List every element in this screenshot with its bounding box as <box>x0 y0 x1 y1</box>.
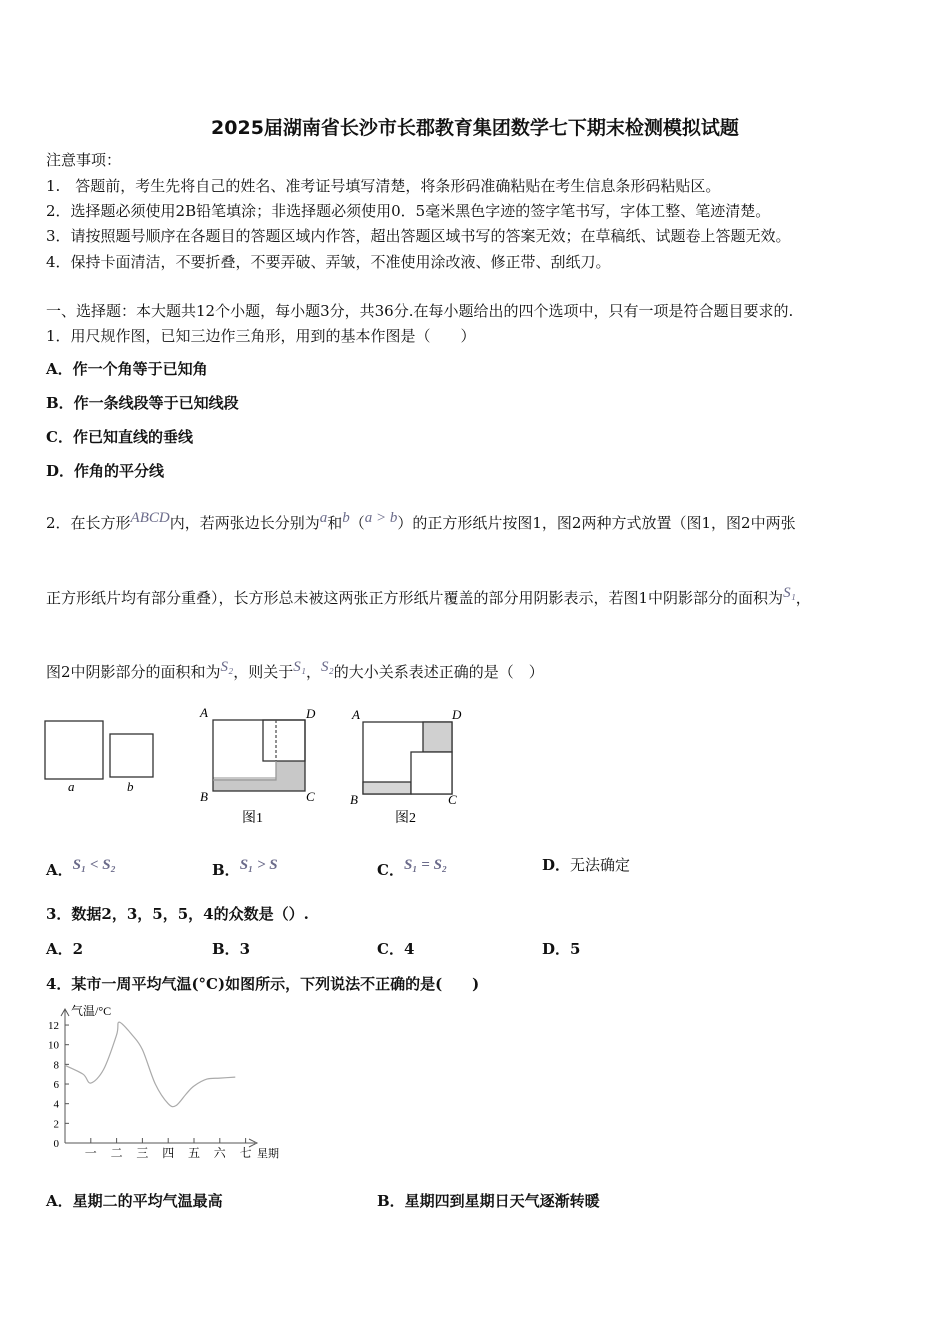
figure-2-caption: 图2 <box>395 811 416 826</box>
option-math: S₁ = S₂ <box>403 857 448 873</box>
label-D: D <box>452 707 462 722</box>
x-tick-label: 三 <box>136 1146 149 1160</box>
q3-option-b: B．3 <box>212 940 251 958</box>
label-B: B <box>200 789 208 804</box>
q2-option-b <box>212 855 278 880</box>
math-s1: S₁ <box>293 659 306 675</box>
math-s2: S₂ <box>321 659 334 675</box>
q3-option-a: A．2 <box>46 940 84 958</box>
q1-option-d: D．作角的平分线 <box>46 462 165 480</box>
q4-option-a: A．星期二的平均气温最高 <box>46 1192 223 1210</box>
q2-figures <box>40 700 480 830</box>
y-tick-label: 8 <box>53 1059 59 1072</box>
q1-option-c: C．作已知直线的垂线 <box>46 428 193 446</box>
math-b: b <box>342 510 350 526</box>
text: （ <box>349 514 365 532</box>
q2-option-a <box>46 855 116 880</box>
option-label: D． <box>542 856 571 874</box>
y-tick-label: 2 <box>53 1118 59 1131</box>
label-C: C <box>448 792 457 807</box>
x-axis-label: 星期 <box>257 1148 279 1160</box>
label-D: D <box>306 706 316 721</box>
y-axis-label: 气温/°C <box>71 1004 112 1018</box>
text: 的大小关系表述正确的是（ ） <box>333 663 544 681</box>
y-tick-label: 0 <box>53 1138 59 1150</box>
temperature-chart <box>40 1000 300 1170</box>
y-tick-label: 10 <box>48 1039 59 1052</box>
text: ， <box>795 589 811 607</box>
text: ，则关于 <box>233 663 294 681</box>
text: ）的正方形纸片按图1，图2两种方式放置（图1，图2中两张 <box>397 514 796 532</box>
math-s2: S₂ <box>220 659 234 675</box>
option-label: A． <box>46 861 73 879</box>
math-s1: S₁ <box>783 585 796 601</box>
text: ， <box>306 663 322 681</box>
x-tick-label: 六 <box>213 1146 226 1160</box>
q2-stem-line3 <box>46 657 544 682</box>
math-a: a <box>319 510 328 526</box>
math-abcd: ABCD <box>130 510 170 526</box>
option-label: C． <box>377 861 404 879</box>
square-b <box>110 734 153 777</box>
option-math: S₁ < S₂ <box>72 857 116 873</box>
page-title: 2025届湖南省长沙市长郡教育集团数学七下期末检测模拟试题 <box>211 117 739 139</box>
q1-stem: 1．用尺规作图，已知三边作三角形，用到的基本作图是（ ） <box>46 327 476 345</box>
q2-option-d <box>542 855 630 875</box>
option-text: 无法确定 <box>570 856 631 874</box>
label-C: C <box>306 789 315 804</box>
q3-option-d: D．5 <box>542 940 581 958</box>
text: 内，若两张边长分别为 <box>169 514 320 532</box>
figure-1 <box>213 720 305 791</box>
notice-item: 2．选择题必须使用2B铅笔填涂；非选择题必须使用0．5毫米黑色字迹的签字笔书写，字体工整、笔迹清楚。 <box>46 202 771 220</box>
option-label: B． <box>212 861 240 879</box>
label-a: a <box>68 779 75 794</box>
text: 正方形纸片均有部分重叠），长方形总未被这两张正方形纸片覆盖的部分用阴影表示，若图1中阴影部分的面积为 <box>46 589 784 607</box>
y-tick-label: 6 <box>53 1079 59 1092</box>
x-tick-label: 五 <box>187 1146 201 1160</box>
q1-option-a: A．作一个角等于已知角 <box>46 360 208 378</box>
q3-option-c: C．4 <box>377 940 415 958</box>
notice-item: 4．保持卡面清洁，不要折叠，不要弄破、弄皱，不准使用涂改液、修正带、刮纸刀。 <box>46 253 611 271</box>
text: 图2中阴影部分的面积和为 <box>46 663 221 681</box>
x-tick-label: 一 <box>84 1146 97 1160</box>
label-A: A <box>352 707 360 722</box>
q2-option-c <box>377 855 447 880</box>
q4-stem: 4．某市一周平均气温(°C)如图所示，下列说法不正确的是( ) <box>46 975 480 993</box>
x-tick-label: 七 <box>239 1146 252 1160</box>
y-tick-label: 4 <box>53 1098 59 1111</box>
figure-1-caption: 图1 <box>242 811 263 826</box>
math-a-gt-b: a > b <box>364 510 398 526</box>
option-math: S₁ > S <box>239 857 278 873</box>
text: 和 <box>327 514 343 532</box>
q2-stem-line1 <box>46 508 796 533</box>
square-a <box>45 721 103 779</box>
q1-option-b: B．作一条线段等于已知线段 <box>46 394 239 412</box>
q2-stem-line2 <box>46 583 811 608</box>
x-tick-label: 四 <box>162 1146 175 1160</box>
label-b: b <box>127 779 134 794</box>
section-heading: 一、选择题：本大题共12个小题，每小题3分，共36分.在每小题给出的四个选项中，只有一项是符合题目要求的. <box>46 302 794 320</box>
text: 2．在长方形 <box>46 514 131 532</box>
q3-stem: 3．数据2，3，5，5，4的众数是（）. <box>46 905 309 923</box>
y-tick-label: 12 <box>48 1020 59 1033</box>
figure-2 <box>363 722 452 794</box>
temperature-line <box>65 1022 235 1107</box>
label-A: A <box>200 705 208 720</box>
x-tick-label: 二 <box>110 1146 123 1160</box>
notice-item: 1. 答题前，考生先将自己的姓名、准考证号填写清楚，将条形码准确粘贴在考生信息条形码粘贴区。 <box>46 177 721 195</box>
label-B: B <box>350 792 358 807</box>
notice-item: 3．请按照题号顺序在各题目的答题区域内作答，超出答题区域书写的答案无效；在草稿纸、试题卷上答题无效。 <box>46 227 791 245</box>
q4-option-b: B．星期四到星期日天气逐渐转暖 <box>377 1192 600 1210</box>
notice-heading: 注意事项： <box>46 151 122 169</box>
